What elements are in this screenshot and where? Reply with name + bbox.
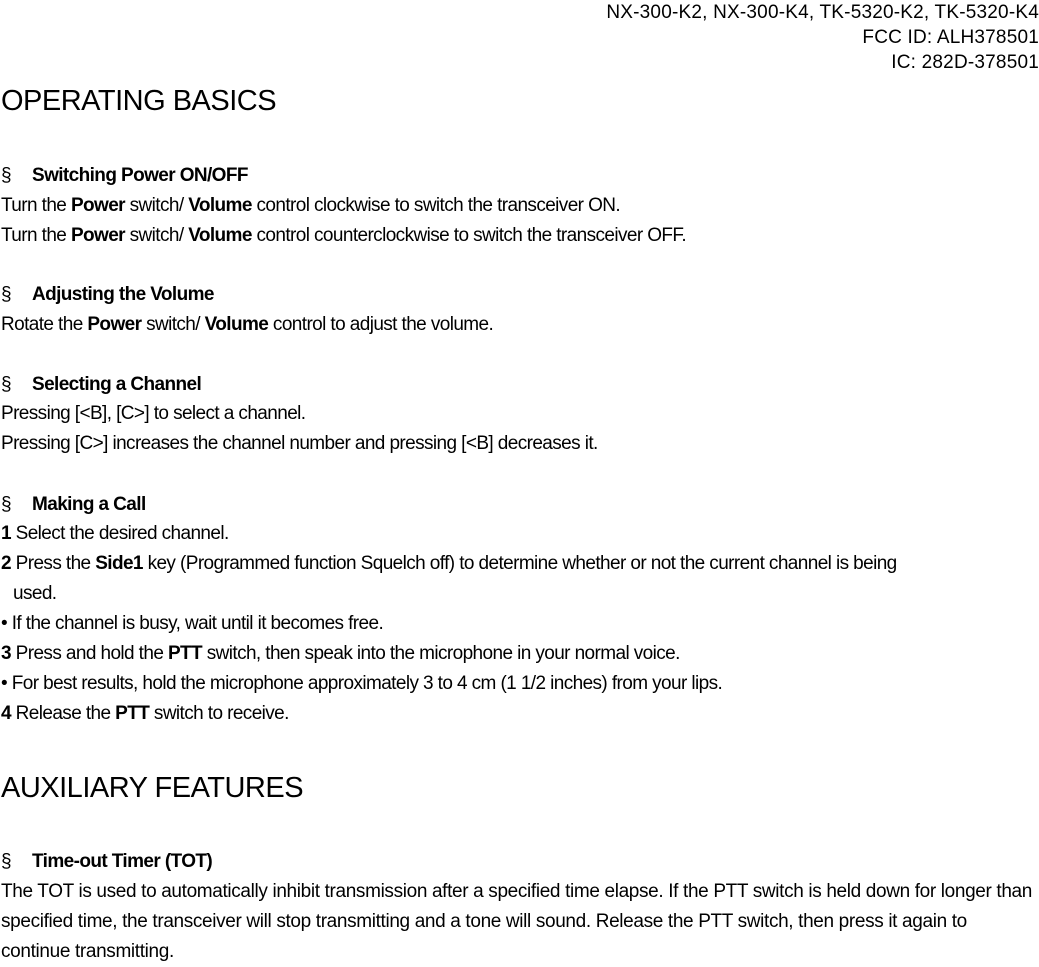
section-mark: § — [1, 851, 11, 872]
document-header — [606, 0, 1039, 75]
power-off-line: Turn the Power switch/ Volume control counterclockwise to switch the transceiver OFF. — [1, 225, 687, 246]
call-step-2: 2 Press the Side1 key (Programmed function Squelch off) to determine whether or not the current channel is being — [1, 553, 897, 574]
heading-text: Adjusting the Volume — [32, 284, 214, 305]
call-bullet-busy: • If the channel is busy, wait until it becomes free. — [1, 613, 384, 634]
step-number: 1 — [1, 523, 11, 544]
section-heading-channel — [1, 373, 201, 397]
tot-paragraph: The TOT is used to automatically inhibit transmission after a specified time elapse. If the PTT switch is held down for longer than specified time, the transceiver will stop transmitting and a tone will sound. Release the PTT switch, then press it again to continue transmitting. — [1, 881, 1032, 962]
heading-text: Time-out Timer (TOT) — [32, 851, 213, 872]
section-heading-volume — [1, 283, 214, 307]
power-label: Power — [70, 195, 125, 216]
side1-key-label: Side1 — [95, 553, 143, 574]
model-numbers: NX-300-K2, NX-300-K4, TK-5320-K2, TK-5320-K4 — [606, 2, 1039, 23]
channel-line-1: Pressing [<B], [C>] to select a channel. — [1, 403, 306, 424]
call-step-1: 1 Select the desired channel. — [1, 523, 229, 544]
section-mark: § — [1, 284, 11, 305]
step-number: 4 — [1, 703, 11, 724]
volume-label: Volume — [204, 314, 269, 335]
call-bullet-distance: • For best results, hold the microphone approximately 3 to 4 cm (1 1/2 inches) from your lips. — [1, 673, 723, 694]
section-mark: § — [1, 165, 11, 186]
section-mark: § — [1, 494, 11, 515]
power-label: Power — [87, 314, 142, 335]
heading-text: Selecting a Channel — [32, 374, 202, 395]
volume-label: Volume — [188, 195, 252, 216]
section-heading-tot — [1, 850, 212, 874]
section-mark: § — [1, 374, 11, 395]
ptt-label: PTT — [115, 703, 150, 724]
step-number: 2 — [1, 553, 11, 574]
heading-text: Making a Call — [32, 494, 146, 515]
volume-line: Rotate the Power switch/ Volume control to adjust the volume. — [1, 314, 494, 335]
call-step-3: 3 Press and hold the PTT switch, then speak into the microphone in your normal voice. — [1, 643, 680, 664]
ic-number: IC: 282D-378501 — [891, 52, 1039, 73]
power-on-line: Turn the Power switch/ Volume control clockwise to switch the transceiver ON. — [1, 195, 621, 216]
channel-line-2: Pressing [C>] increases the channel number and pressing [<B] decreases it. — [1, 433, 598, 454]
operating-basics-title: OPERATING BASICS — [1, 85, 277, 117]
power-label: Power — [70, 225, 125, 246]
volume-label: Volume — [188, 225, 252, 246]
heading-text: Switching Power ON/OFF — [32, 165, 248, 186]
section-heading-call — [1, 493, 146, 517]
auxiliary-features-title: AUXILIARY FEATURES — [1, 772, 304, 804]
call-step-2-continued: used. — [13, 583, 57, 604]
step-number: 3 — [1, 643, 11, 664]
fcc-id: FCC ID: ALH378501 — [862, 27, 1039, 48]
ptt-label: PTT — [167, 643, 203, 664]
call-step-4: 4 Release the PTT switch to receive. — [1, 703, 289, 724]
section-heading-power — [1, 164, 248, 188]
